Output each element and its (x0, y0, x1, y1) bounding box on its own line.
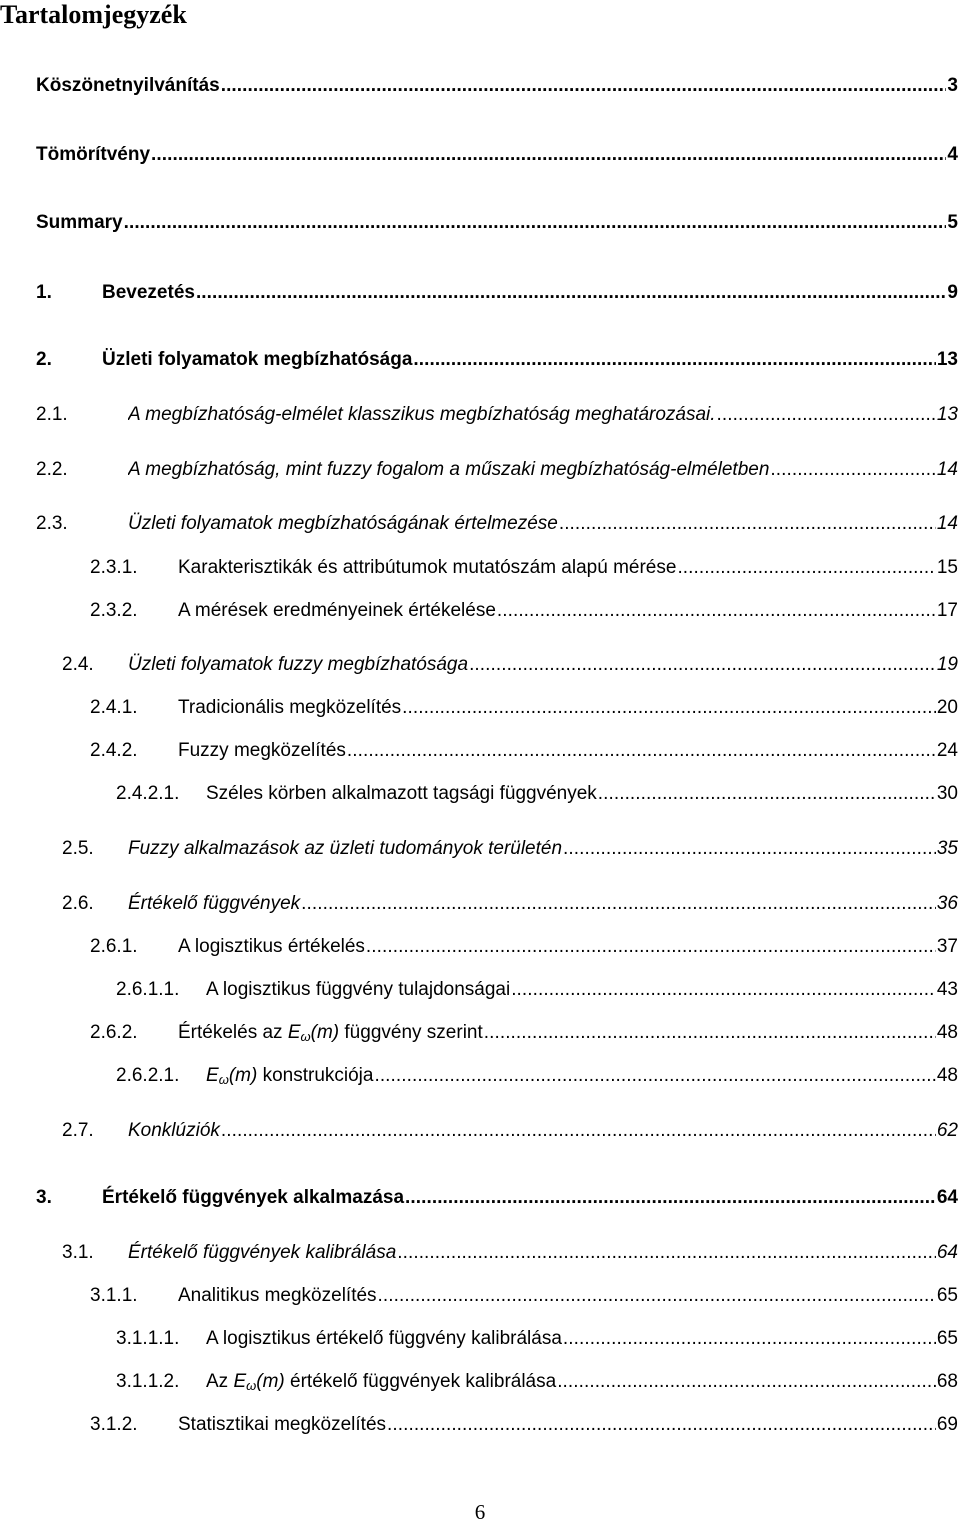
symbol-e: E (287, 1022, 301, 1043)
toc-entry[interactable] (0, 554, 960, 582)
toc-entry[interactable] (0, 1325, 960, 1353)
toc-entry-number: 3. (36, 1187, 52, 1208)
dot-leader (557, 1368, 936, 1396)
toc-entry-page: 30 (936, 783, 958, 804)
toc-entry-text: Üzleti folyamatok megbízhatósága (102, 349, 413, 370)
toc-entry-page: 64 (936, 1187, 958, 1208)
toc-entry-page: 3 (947, 75, 958, 96)
toc-entry[interactable] (0, 933, 960, 961)
symbol-e: E (233, 1371, 247, 1392)
toc-entry[interactable] (0, 1368, 960, 1396)
dot-leader (347, 737, 936, 765)
toc-entry-number: 3.1.1. (90, 1285, 138, 1306)
toc-entry-text (206, 1368, 557, 1400)
dot-leader (397, 1239, 936, 1267)
dot-leader (563, 1325, 936, 1353)
dot-leader (677, 554, 935, 582)
toc-entry[interactable] (0, 72, 960, 100)
dot-leader (301, 890, 936, 918)
toc-entry-number: 2.6.1. (90, 936, 138, 957)
dot-leader (378, 1282, 936, 1310)
subscript-omega: ω (218, 1072, 229, 1087)
toc-entry[interactable] (0, 1062, 960, 1090)
text-pre: Az (206, 1371, 234, 1392)
toc-entry-page: 17 (936, 600, 958, 621)
toc-entry-page: 13 (936, 349, 958, 370)
toc-entry-page: 65 (936, 1328, 958, 1349)
toc-entry-text: Summary (36, 212, 123, 233)
toc-entry-page: 19 (936, 654, 958, 675)
page-title: Tartalomjegyzék (0, 0, 187, 29)
toc-entry[interactable] (0, 346, 960, 374)
toc-entry-page: 15 (936, 557, 958, 578)
toc-entry-page: 14 (936, 513, 958, 534)
dot-leader (402, 694, 936, 722)
toc-entry-number: 3.1.1.2. (116, 1371, 180, 1392)
text-post: értékelő függvények kalibrálása (284, 1371, 557, 1392)
dot-leader (598, 780, 936, 808)
toc-entry-number: 2. (36, 349, 52, 370)
toc-entry-page: 4 (947, 144, 958, 165)
toc-entry-text: Üzleti folyamatok fuzzy megbízhatósága (128, 654, 469, 675)
toc-entry[interactable] (0, 835, 960, 863)
toc-entry-number: 2.4.2.1. (116, 783, 180, 804)
toc-entry-text: Fuzzy megközelítés (178, 740, 346, 761)
toc-entry-number: 3.1.1.1. (116, 1328, 180, 1349)
toc-entry-number: 1. (36, 282, 52, 303)
dot-leader (151, 141, 946, 169)
toc-entry-text: Analitikus megközelítés (178, 1285, 377, 1306)
toc-entry-number: 3.1.2. (90, 1414, 138, 1435)
toc-entry-text: Széles körben alkalmazott tagsági függvények (206, 783, 597, 804)
toc-entry-number: 2.6.2.1. (116, 1065, 180, 1086)
toc-entry-text: A logisztikus értékelés (178, 936, 365, 957)
toc-entry[interactable] (0, 456, 960, 484)
toc-entry-text: Fuzzy alkalmazások az üzleti tudományok területén (128, 838, 563, 859)
toc-entry-text: Tradicionális megközelítés (178, 697, 402, 718)
toc-entry[interactable] (0, 694, 960, 722)
toc-entry-page: 37 (936, 936, 958, 957)
dot-leader (559, 510, 936, 538)
toc-entry-number: 2.2. (36, 459, 68, 480)
toc-entry-text: A megbízhatóság, mint fuzzy fogalom a műszaki megbízhatóság-elméletben (128, 459, 770, 480)
toc-entry-page: 14 (936, 459, 958, 480)
toc-entry-text: Értékelő függvények alkalmazása (102, 1187, 405, 1208)
toc-entry[interactable] (0, 279, 960, 307)
dot-leader (366, 933, 936, 961)
dot-leader (484, 1019, 936, 1047)
toc-entry[interactable] (0, 1117, 960, 1145)
symbol-m: (m) (228, 1065, 258, 1086)
dot-leader (469, 651, 936, 679)
subscript-omega: ω (246, 1378, 257, 1393)
toc-entry-text: Statisztikai megközelítés (178, 1414, 387, 1435)
toc-entry[interactable] (0, 597, 960, 625)
dot-leader (196, 279, 946, 307)
toc-entry-page: 36 (936, 893, 958, 914)
dot-leader (413, 346, 935, 374)
toc-entry-number: 2.1. (36, 404, 68, 425)
toc-entry-text: A logisztikus értékelő függvény kalibrálása (206, 1328, 562, 1349)
toc-entry-text: A mérések eredményeinek értékelése (178, 600, 496, 621)
toc-entry-text: A megbízhatóság-elmélet klasszikus megbízhatóság meghatározásai. (128, 404, 716, 425)
page-number: 6 (474, 1500, 486, 1524)
text-pre: Értékelés az (178, 1022, 288, 1043)
toc-entry-number: 2.6. (62, 893, 94, 914)
toc-entry-page: 35 (936, 838, 958, 859)
toc-entry-number: 2.3. (36, 513, 68, 534)
toc-entry[interactable] (0, 1239, 960, 1267)
toc-entry-text: Értékelő függvények (128, 893, 301, 914)
toc-entry[interactable] (0, 1411, 960, 1439)
toc-entry[interactable] (0, 141, 960, 169)
toc-entry-page: 5 (947, 212, 958, 233)
toc-entry-number: 2.4.2. (90, 740, 138, 761)
toc-entry[interactable] (0, 1184, 960, 1212)
toc-entry-number: 3.1. (62, 1242, 94, 1263)
dot-leader (374, 1062, 935, 1090)
toc-entry[interactable] (0, 1282, 960, 1310)
text-post: konstrukciója (257, 1065, 374, 1086)
toc-entry-number: 2.3.2. (90, 600, 138, 621)
toc-entry-page: 62 (936, 1120, 958, 1141)
toc-entry-page: 64 (936, 1242, 958, 1263)
toc-entry-number: 2.6.1.1. (116, 979, 180, 1000)
toc-entry[interactable] (0, 737, 960, 765)
toc-entry-page: 48 (936, 1065, 958, 1086)
dot-leader (405, 1184, 936, 1212)
dot-leader (717, 401, 936, 429)
toc-entry-page: 24 (936, 740, 958, 761)
toc-entry[interactable] (0, 976, 960, 1004)
toc-entry[interactable] (0, 780, 960, 808)
toc-entry-page: 20 (936, 697, 958, 718)
toc-entry-page: 48 (936, 1022, 958, 1043)
symbol-m: (m) (256, 1371, 285, 1392)
dot-leader (511, 976, 936, 1004)
toc-entry-page: 13 (936, 404, 958, 425)
dot-leader (387, 1411, 936, 1439)
symbol-m: (m) (310, 1022, 340, 1043)
toc-entry-number: 2.4.1. (90, 697, 138, 718)
toc-entry-text: Konklúziók (128, 1120, 220, 1141)
dot-leader (124, 209, 947, 237)
toc-entry[interactable] (0, 651, 960, 679)
toc-entry[interactable] (0, 890, 960, 918)
dot-leader (221, 1117, 936, 1145)
toc-entry-page: 69 (936, 1414, 958, 1435)
toc-entry-number: 2.6.2. (90, 1022, 138, 1043)
toc-entry-number: 2.3.1. (90, 557, 138, 578)
toc-entry[interactable] (0, 510, 960, 538)
toc-entry[interactable] (0, 1019, 960, 1047)
toc-entry[interactable] (0, 209, 960, 237)
toc-entry-page: 68 (936, 1371, 958, 1392)
toc-entry-page: 43 (936, 979, 958, 1000)
subscript-omega: ω (300, 1029, 311, 1044)
toc-entry-number: 2.4. (62, 654, 94, 675)
symbol-e: E (206, 1065, 219, 1086)
toc-entry-text: Üzleti folyamatok megbízhatóságának értelmezése (128, 513, 558, 534)
toc-entry-text: Karakterisztikák és attribútumok mutatószám alapú mérése (178, 557, 677, 578)
toc-entry-number: 2.5. (62, 838, 94, 859)
dot-leader (563, 835, 936, 863)
toc-entry-page: 9 (947, 282, 958, 303)
dot-leader (497, 597, 936, 625)
dot-leader (770, 456, 935, 484)
toc-entry-page: 65 (936, 1285, 958, 1306)
toc-entry-text: Bevezetés (102, 282, 195, 303)
toc-entry[interactable] (0, 401, 960, 429)
toc-entry-number: 2.7. (62, 1120, 94, 1141)
text-post: függvény szerint (339, 1022, 483, 1043)
toc-entry-text: Köszönetnyilvánítás (36, 75, 220, 96)
toc-entry-text: A logisztikus függvény tulajdonságai (206, 979, 511, 1000)
toc-entry-text (178, 1019, 484, 1051)
toc-entry-text (206, 1062, 374, 1094)
toc-entry-text: Értékelő függvények kalibrálása (128, 1242, 397, 1263)
dot-leader (221, 72, 947, 100)
toc-entry-text: Tömörítvény (36, 144, 151, 165)
